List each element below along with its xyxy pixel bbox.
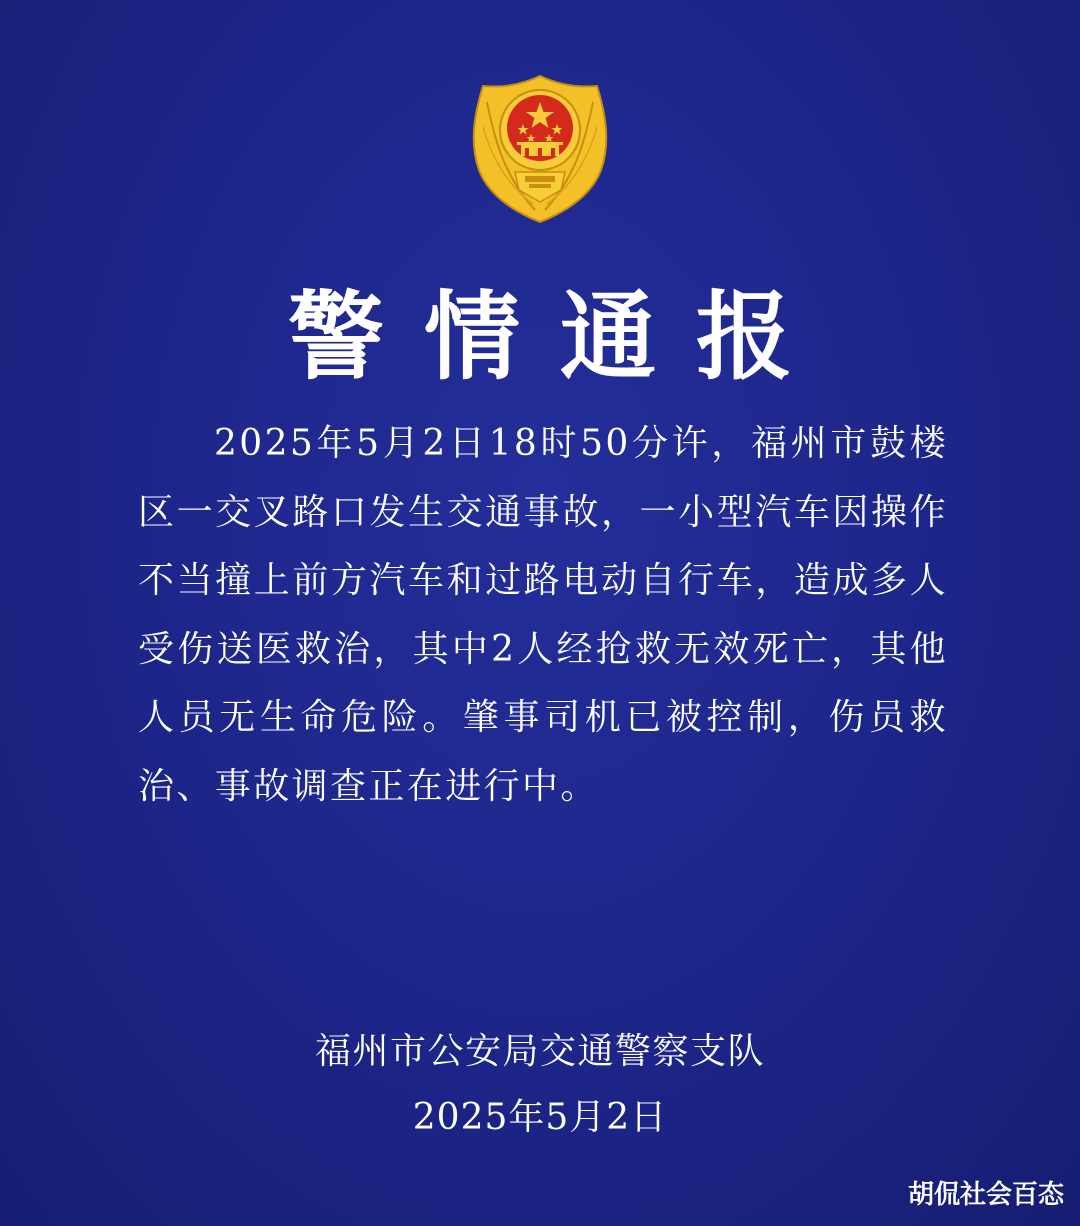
issuing-authority: 福州市公安局交通警察支队 xyxy=(314,1031,765,1072)
watermark: 胡侃社会百态 xyxy=(907,1180,1064,1210)
police-emblem-icon xyxy=(465,72,615,224)
issue-date: 2025年5月2日 xyxy=(412,1097,668,1138)
notice-body: 2025年5月2日18时50分许，福州市鼓楼区一交叉路口发生交通事故，一小型汽车因操作不当撞上前方汽车和过路电动自行车，造成多人受伤送医救治，其中2人经抢救无效死亡，其他人员无生命危险。肇事司机已被控制，伤员救治、事故调查正在进行中。 xyxy=(138,423,948,807)
notice-title: 警情通报 xyxy=(288,280,832,393)
